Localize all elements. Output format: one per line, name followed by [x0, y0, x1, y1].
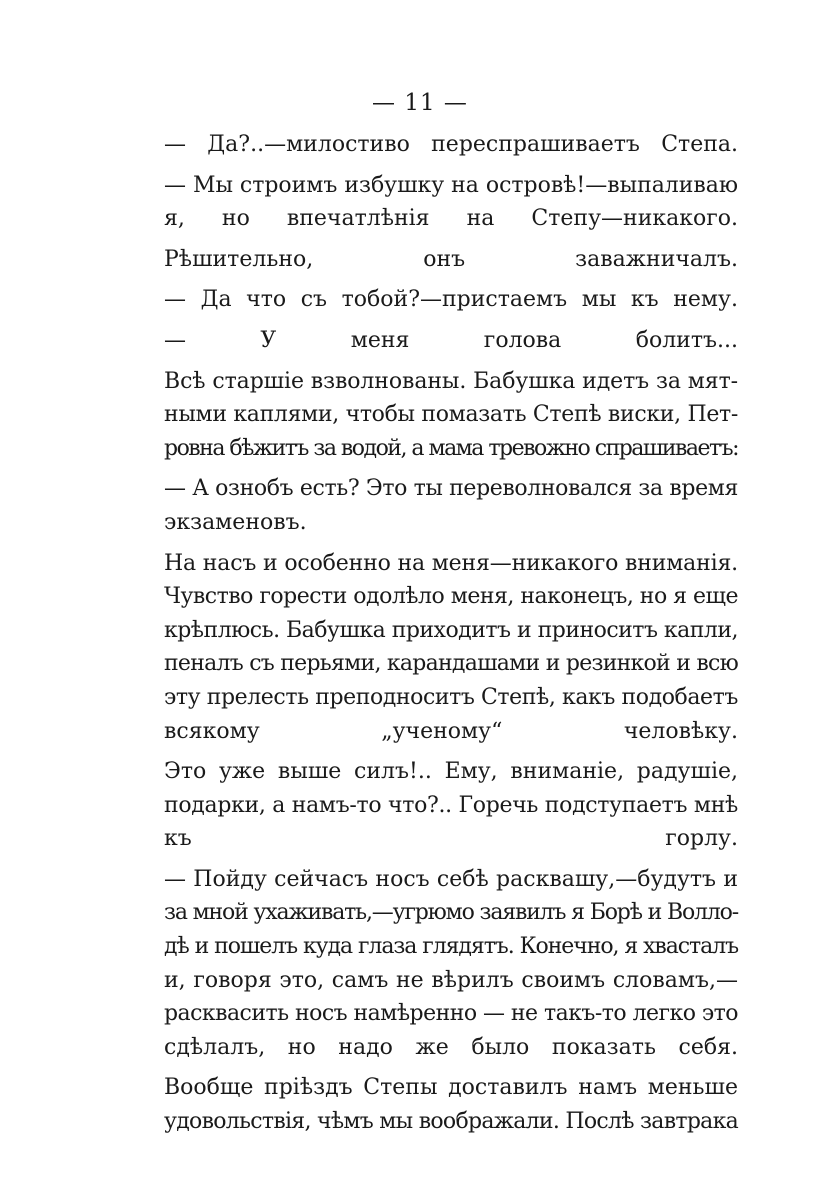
text-line: — Да что съ тобой?—пристаемъ мы къ нему.	[164, 287, 738, 313]
text-line: эту прелесть преподноситъ Степѣ, какъ подобаетъ	[164, 684, 738, 710]
body-text	[164, 128, 738, 1146]
text-line: всякому „ученому“ человѣку.	[164, 718, 738, 744]
paragraph	[164, 755, 738, 856]
paragraph	[164, 169, 738, 236]
text-line: — Мы строимъ избушку на островѣ!—выпаливаю	[164, 172, 738, 198]
text-line: Рѣшительно, онъ заважничалъ.	[164, 246, 738, 272]
text-line: пеналъ съ перьями, карандашами и резинкой и всю	[164, 651, 738, 677]
paragraph	[164, 283, 738, 317]
text-line: На насъ и особенно на меня—никакого вниманія.	[164, 550, 738, 576]
paragraph	[164, 863, 738, 1065]
text-line: расквасить носъ намѣренно — не такъ-то легко это	[164, 1001, 738, 1027]
text-line: подарки, а намъ-то что?.. Горечь подступаетъ мнѣ	[164, 792, 738, 818]
text-line: — А ознобъ есть? Это ты переволновался за время	[164, 476, 738, 502]
text-line: Вообще пріѣздъ Степы доставилъ намъ меньше	[164, 1075, 738, 1101]
text-line: Это уже выше силъ!.. Ему, вниманіе, радушіе,	[164, 759, 738, 785]
text-line: Всѣ старшіе взволнованы. Бабушка идетъ за мят-	[164, 368, 738, 394]
text-line: удовольствія, чѣмъ мы воображали. Послѣ завтрака	[164, 1109, 738, 1135]
paragraph	[164, 128, 738, 162]
text-line: экзаменовъ.	[164, 509, 307, 535]
paragraph	[164, 1071, 738, 1138]
paragraph	[164, 365, 738, 466]
text-line: дѣ и пошелъ куда глаза глядятъ. Конечно, я хвасталъ	[164, 934, 738, 960]
text-line: за мной ухаживать,—угрюмо заявилъ я Борѣ и Волло-	[164, 900, 738, 926]
text-line: сдѣлалъ, но надо же было показать себя.	[164, 1034, 738, 1060]
text-line: ровна бѣжитъ за водой, а мама тревожно спрашиваетъ:	[164, 435, 738, 461]
text-line: я, но впечатлѣнія на Степу—никакого.	[164, 206, 738, 232]
text-line: ными каплями, чтобы помазать Степѣ виски, Пет-	[164, 402, 738, 428]
paragraph	[164, 547, 738, 749]
text-line: — Да?..—милостиво переспрашиваетъ Степа.	[164, 132, 738, 157]
paragraph	[164, 324, 738, 358]
text-line: и, говоря это, самъ не вѣрилъ своимъ словамъ,—	[164, 967, 738, 993]
text-line: къ горлу.	[164, 826, 738, 852]
text-line: — Пойду сейчасъ носъ себѣ расквашу,—будутъ и	[164, 866, 738, 892]
text-line: крѣплюсь. Бабушка приходитъ и приноситъ капли,	[164, 617, 738, 643]
text-line: — У меня голова болитъ...	[164, 327, 738, 353]
text-line: Чувство горести одолѣло меня, наконецъ, но я еще	[164, 584, 738, 610]
paragraph	[164, 472, 738, 539]
page-number: — 11 —	[372, 90, 468, 116]
paragraph	[164, 243, 738, 277]
